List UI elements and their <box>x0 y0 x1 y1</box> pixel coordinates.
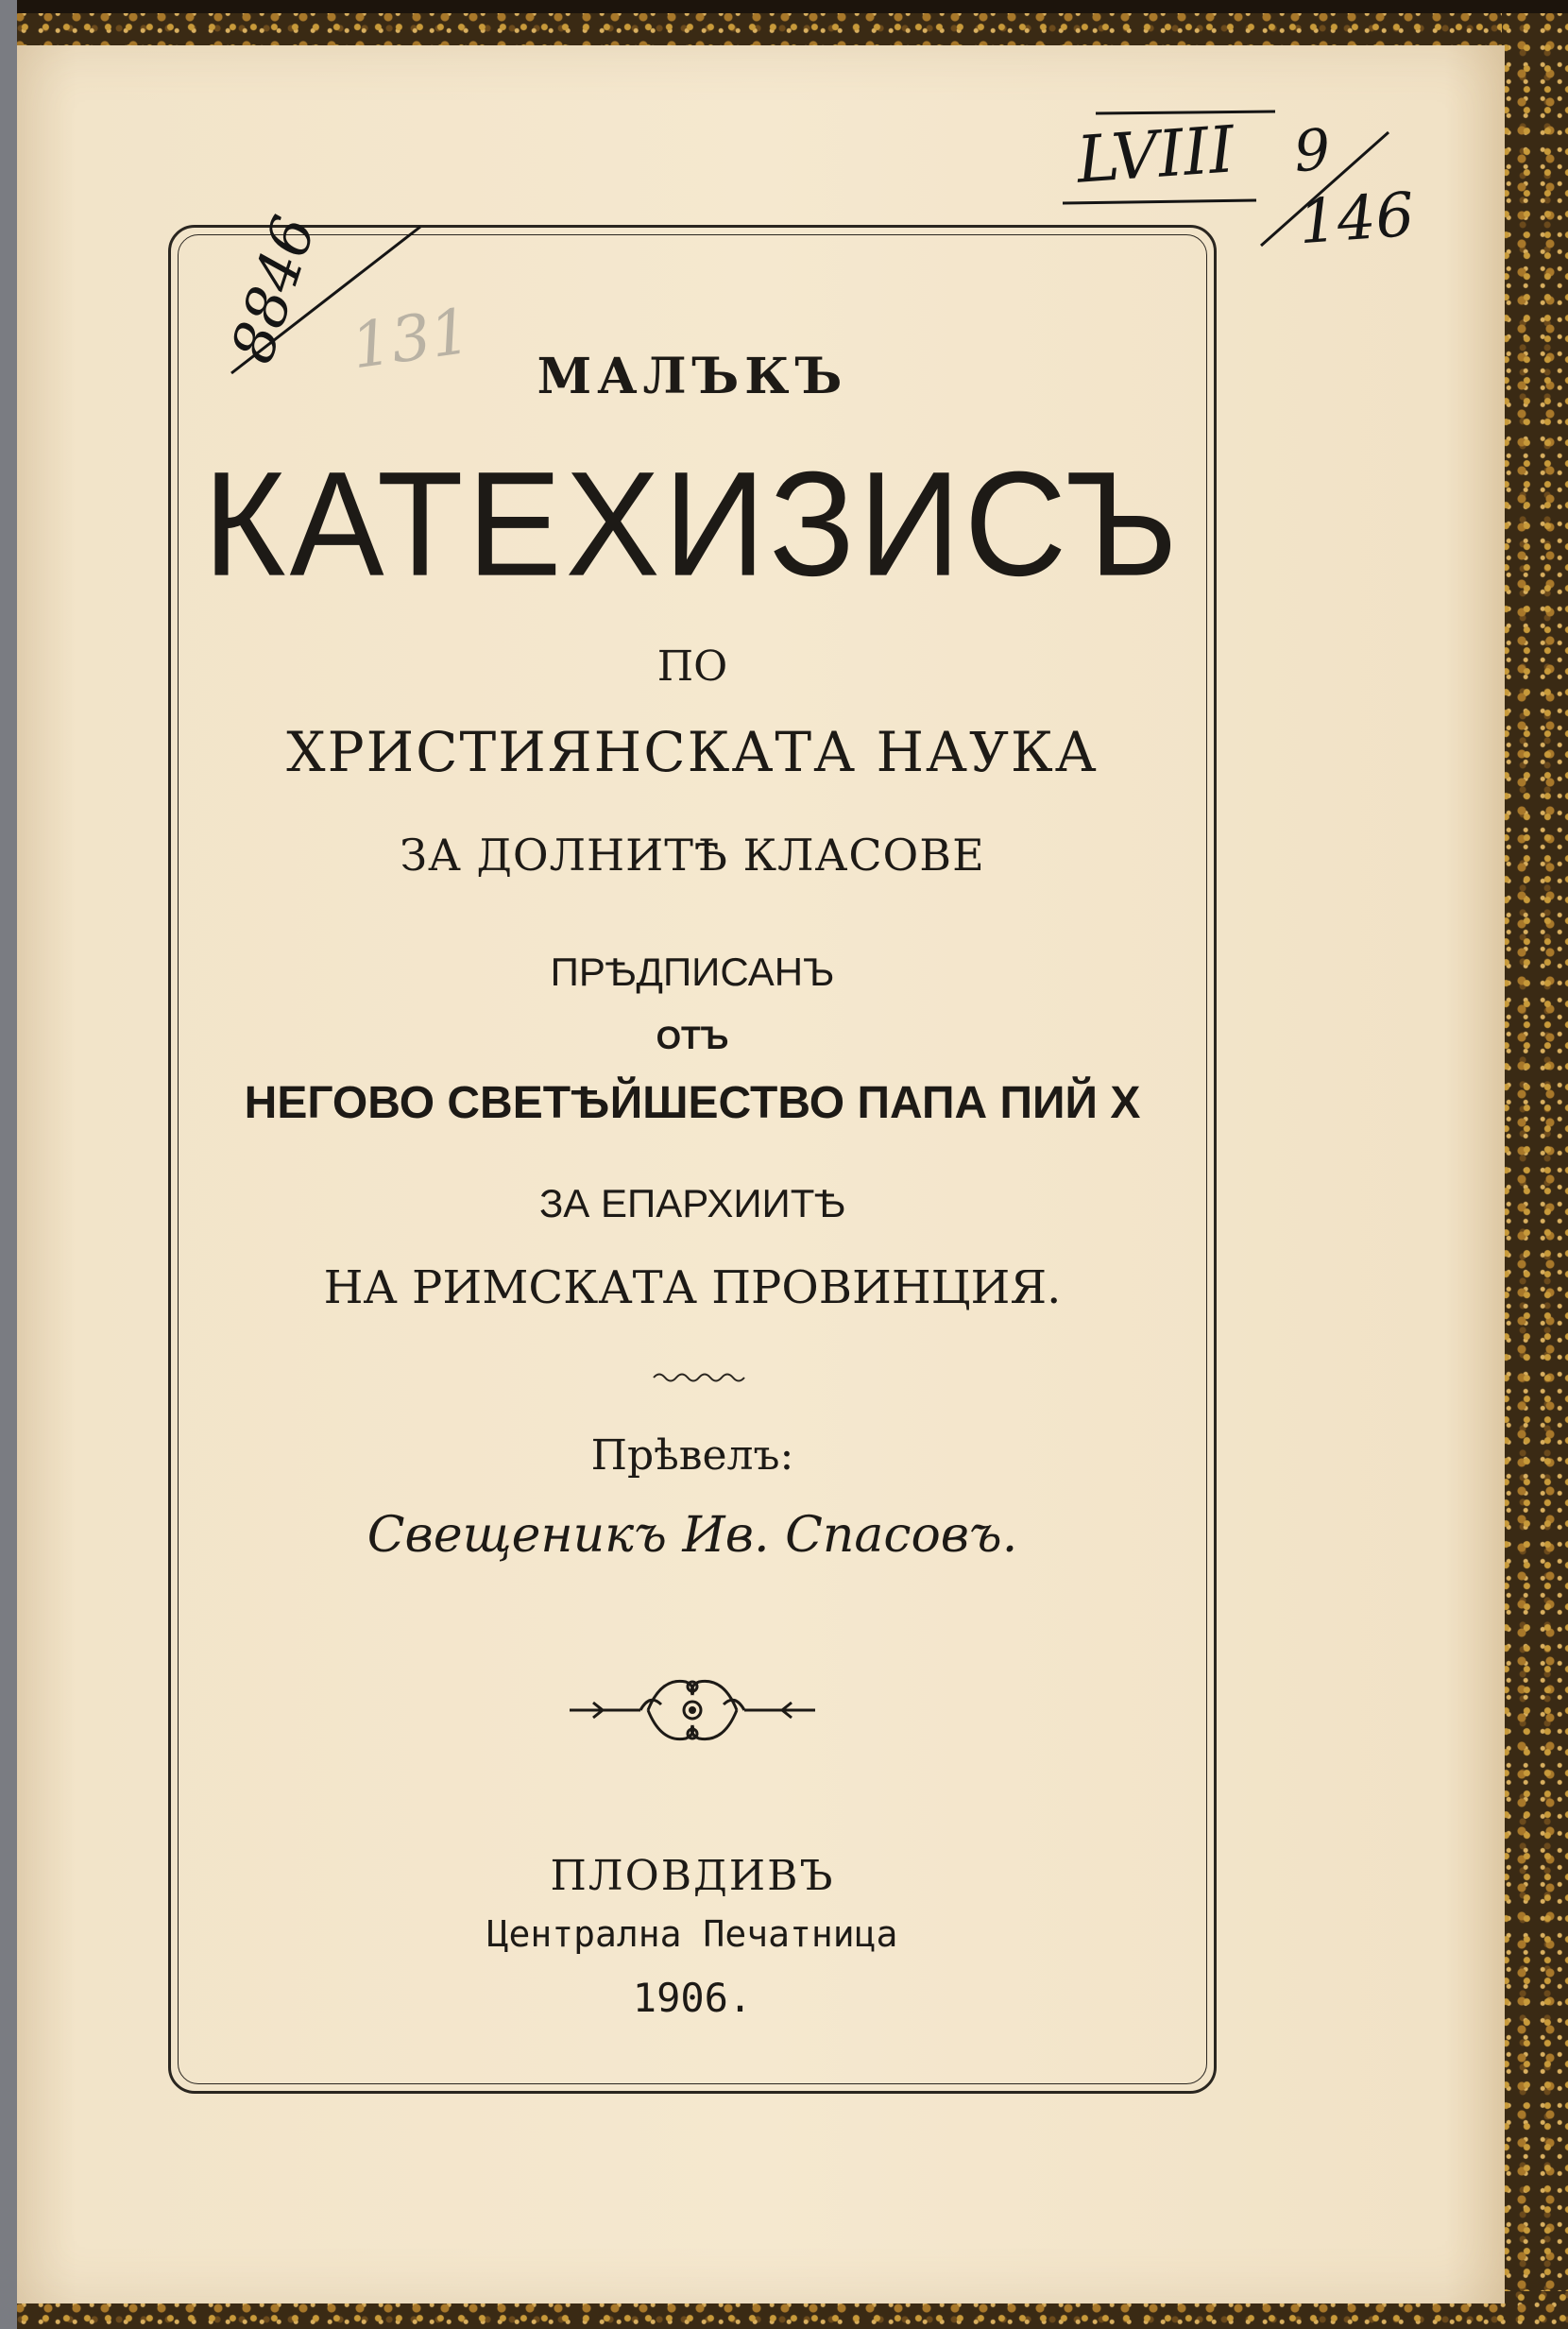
shelf-mark: LVIII <box>1074 112 1237 198</box>
title-main: КАТЕХИЗИСЪ <box>203 439 1182 608</box>
translator-name: Свещеникъ Ив. Спасовъ. <box>366 1507 1018 1564</box>
pope-name: НЕГОВО СВЕТѢЙШЕСТВО ПАПА ПИЙ X <box>244 1078 1141 1128</box>
wavy-divider-icon <box>652 1368 746 1387</box>
shelf-fraction-bottom: 146 <box>1296 180 1417 259</box>
binding-right-edge <box>1502 0 1568 2329</box>
subtitle-subject: ХРИСТИЯНСКАТА НАУКА <box>286 720 1099 784</box>
province-label: НА РИМСКАТА ПРОВИНЦИЯ. <box>323 1261 1062 1314</box>
from-label: ОТЪ <box>656 1020 729 1056</box>
pencil-number: 131 <box>347 294 475 384</box>
page-gutter <box>0 0 17 2329</box>
subtitle-classes: ЗА ДОЛНИТѢ КЛАСОВЕ <box>400 830 985 881</box>
subtitle-po: ПО <box>656 642 728 691</box>
translator-label: Прѣвелъ: <box>590 1431 794 1480</box>
floral-ornament-icon <box>565 1668 820 1753</box>
prescribed-label: ПРѢДПИСАНЪ <box>550 950 835 994</box>
binding-strip <box>0 0 1568 13</box>
publisher: Централна Печатница <box>486 1913 898 1955</box>
title-small: МАЛЪКЪ <box>537 348 848 405</box>
dioceses-label: ЗА ЕПАРХИИТѢ <box>538 1181 846 1225</box>
inventory-number: 8846 <box>217 207 330 371</box>
shelf-fraction-top: 9 <box>1291 116 1333 186</box>
publication-city: ПЛОВДИВЪ <box>550 1852 835 1900</box>
publication-year: 1906. <box>632 1975 753 2021</box>
